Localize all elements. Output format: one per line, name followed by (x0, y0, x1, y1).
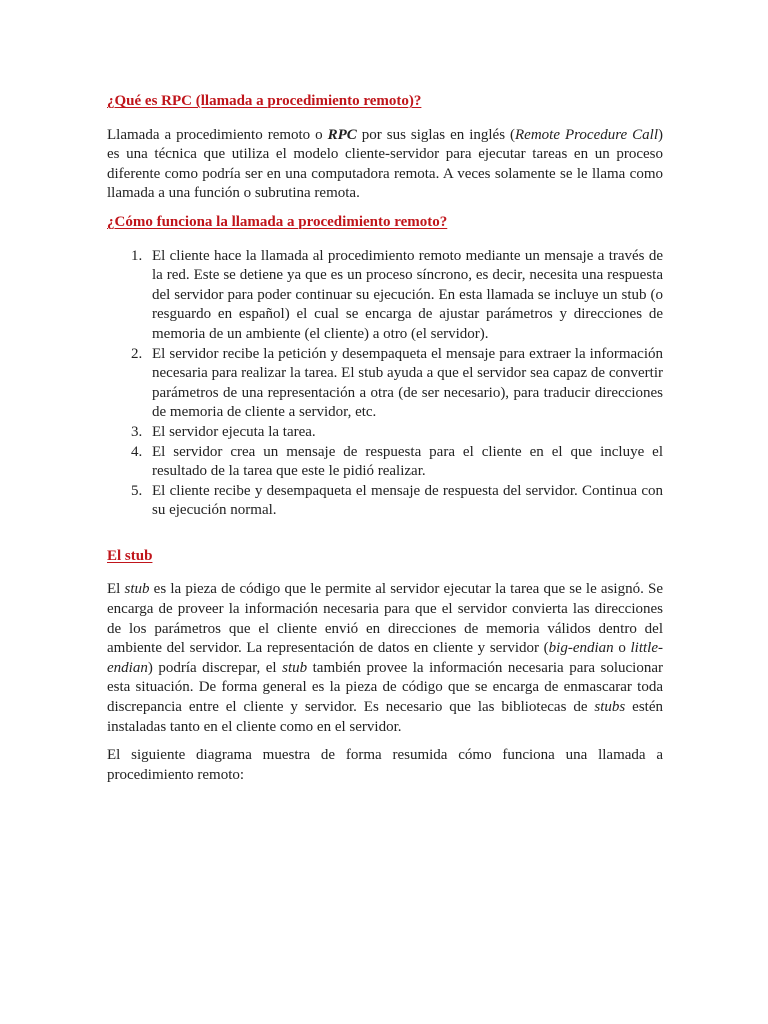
text-run: Llamada a procedimiento remoto o (107, 126, 328, 143)
stubs-term: stubs (594, 699, 626, 716)
list-item (107, 423, 663, 443)
text-run: o (613, 640, 631, 657)
list-item (107, 482, 663, 521)
list-item (107, 247, 663, 345)
list-number: 1. (131, 247, 143, 264)
rpc-english-term: Remote Procedure Call (515, 126, 658, 143)
list-number: 5. (131, 482, 143, 499)
steps-list (107, 247, 663, 521)
text-run: ) podría discrepar, el (147, 659, 283, 676)
little-endian-term: little-endian (107, 640, 664, 676)
heading-what-is-rpc: ¿Qué es RPC (llamada a procedimiento remoto)? (107, 93, 422, 109)
list-text: El servidor recibe la petición y desempaqueta el mensaje para extraer la información necesaria para realizar la tarea. El stub ayuda a que el servidor sea capaz de convertir parámetros de una representación a otra (de ser necesario), para traducir direcciones de memoria de cliente a servidor, etc. (152, 345, 663, 421)
text-run: es la pieza de código que le permite al servidor ejecutar la tarea que se le asignó. Se encarga de proveer la información necesaria para que el servidor convierta las direcciones de los parámetros que el cliente envió en direcciones de memoria válidos dentro del ambiente del servidor. La representación de datos en cliente y servidor ( (107, 581, 663, 657)
list-item (107, 443, 663, 482)
text-run: por sus siglas en inglés ( (356, 126, 516, 143)
stub-term: stub (124, 581, 150, 598)
text-run: ) es una técnica que utiliza el modelo cliente-servidor para ejecutar tareas en un proceso diferente como podría ser en una computadora remota. A veces solamente se le llama como llamada a una función o subrutina remota. (107, 126, 663, 202)
text-run: El (107, 581, 125, 598)
list-number: 2. (131, 345, 143, 362)
list-text: El servidor ejecuta la tarea. (152, 423, 316, 440)
list-number: 4. (131, 443, 143, 460)
list-text: El cliente hace la llamada al procedimiento remoto mediante un mensaje a través de la red. Este se detiene ya que es un proceso síncrono, es decir, necesita una respuesta del servidor para poder continuar su ejecución. En esta llamada se incluye un stub (o resguardo en español) el cual se encarga de ajustar parámetros y direcciones de memoria de un ambiente (el cliente) a otro (el servidor). (152, 247, 663, 342)
text-run: estén instaladas tanto en el cliente como en el servidor. (107, 699, 663, 735)
paragraph-rpc-definition (107, 126, 663, 204)
heading-how-rpc-works: ¿Cómo funciona la llamada a procedimiento remoto? (107, 213, 448, 230)
paragraph-diagram-intro: El siguiente diagrama muestra de forma resumida cómo funciona una llamada a procedimiento remoto: (107, 747, 663, 783)
big-endian-term: big-endian (548, 640, 614, 657)
text-run: también provee la información necesaria para solucionar esta situación. De forma general es la pieza de código que se encarga de enmascarar toda discrepancia entre el cliente y servidor. Es necesario que las bibliotecas de (107, 659, 663, 716)
paragraph-stub-description (107, 580, 663, 737)
rpc-term: RPC (327, 126, 357, 143)
list-item (107, 345, 663, 423)
list-text: El cliente recibe y desempaqueta el mensaje de respuesta del servidor. Continua con su ejecución normal. (152, 482, 663, 519)
heading-el-stub: El stub (107, 547, 153, 564)
list-number: 3. (131, 423, 143, 440)
list-text: El servidor crea un mensaje de respuesta para el cliente en el que incluye el resultado de la tarea que este le pidió realizar. (152, 443, 663, 480)
stub-term: stub (282, 659, 308, 676)
document-page (107, 92, 663, 785)
